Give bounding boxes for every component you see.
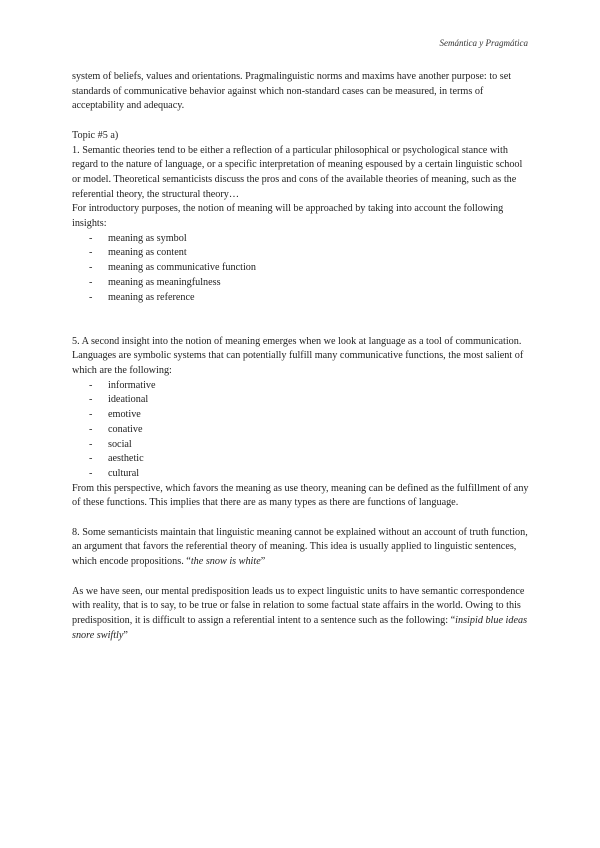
list-item: - ideational (72, 393, 530, 408)
spacer (72, 114, 530, 129)
list-item: - emotive (72, 408, 530, 423)
functions-list (72, 379, 530, 482)
list-item: - meaning as content (72, 246, 530, 261)
document-body (72, 70, 530, 643)
paragraph-introductory: For introductory purposes, the notion of meaning will be approached by taking into account the following insights: (72, 203, 504, 230)
paragraph-predisposition (72, 585, 530, 644)
list-item: - meaning as symbol (72, 232, 530, 247)
list-item: - meaning as meaningfulness (72, 276, 530, 291)
topic-heading: Topic #5 a) (72, 129, 119, 141)
spacer (72, 305, 530, 334)
list-item: - cultural (72, 467, 530, 482)
spacer (72, 511, 530, 526)
insights-list (72, 232, 530, 306)
paragraph-text: As we have seen, our mental predisposition leads us to expect linguistic units to have semantic correspondence with reality, that is to say, to be true or false in relation to some factual state affairs in the world. Owing to this predisposition, it is difficult to assign a referential intent to a sentence such as the following: “ (72, 585, 525, 626)
example-sentence: the snow is white (190, 556, 261, 568)
paragraph-text: 8. Some semanticists maintain that linguistic meaning cannot be explained without an account of truth function, an argument that favors the referential theory of meaning. This idea is usually applied to linguistic sentences, which encode propositions. “ (72, 526, 528, 568)
list-item: - conative (72, 423, 530, 438)
paragraph-continuation: system of beliefs, values and orientations. Pragmalinguistic norms and maxims have another purpose: to set standards of communicative behavior against which non-standard cases can be measured, in terms of acceptability and adequacy. (72, 71, 512, 112)
list-item: - meaning as reference (72, 291, 530, 306)
example-sentence: insipid blue ideas snore swiftly (72, 614, 528, 641)
paragraph-truth-function (72, 526, 530, 570)
paragraph-second-insight: 5. A second insight into the notion of meaning emerges when we look at language as a tool of communication. Languages are symbolic systems that can potentially fulfill many communicative functions, the most salient of which are the following: (72, 335, 524, 377)
list-item: - informative (72, 379, 530, 394)
quote-close: ” (123, 629, 128, 641)
running-header: Semántica y Pragmática (439, 38, 528, 48)
spacer (72, 570, 530, 585)
list-item: - meaning as communicative function (72, 261, 530, 276)
paragraph-semantic-theories: 1. Semantic theories tend to be either a reflection of a particular philosophical or psychological stance with regard to the nature of language, or a specific interpretation of meaning espoused by a certain linguistic school or model. Theoretical semanticists discuss the pros and cons of the available theories of meaning, such as the referential theory, the structural theory… (72, 144, 523, 200)
quote-close: ” (260, 556, 266, 568)
list-item: - social (72, 438, 530, 453)
paragraph-perspective: From this perspective, which favors the meaning as use theory, meaning can be defined as the fulfillment of any of these functions. This implies that there are as many types as there are functions of language. (72, 482, 529, 509)
list-item: - aesthetic (72, 452, 530, 467)
